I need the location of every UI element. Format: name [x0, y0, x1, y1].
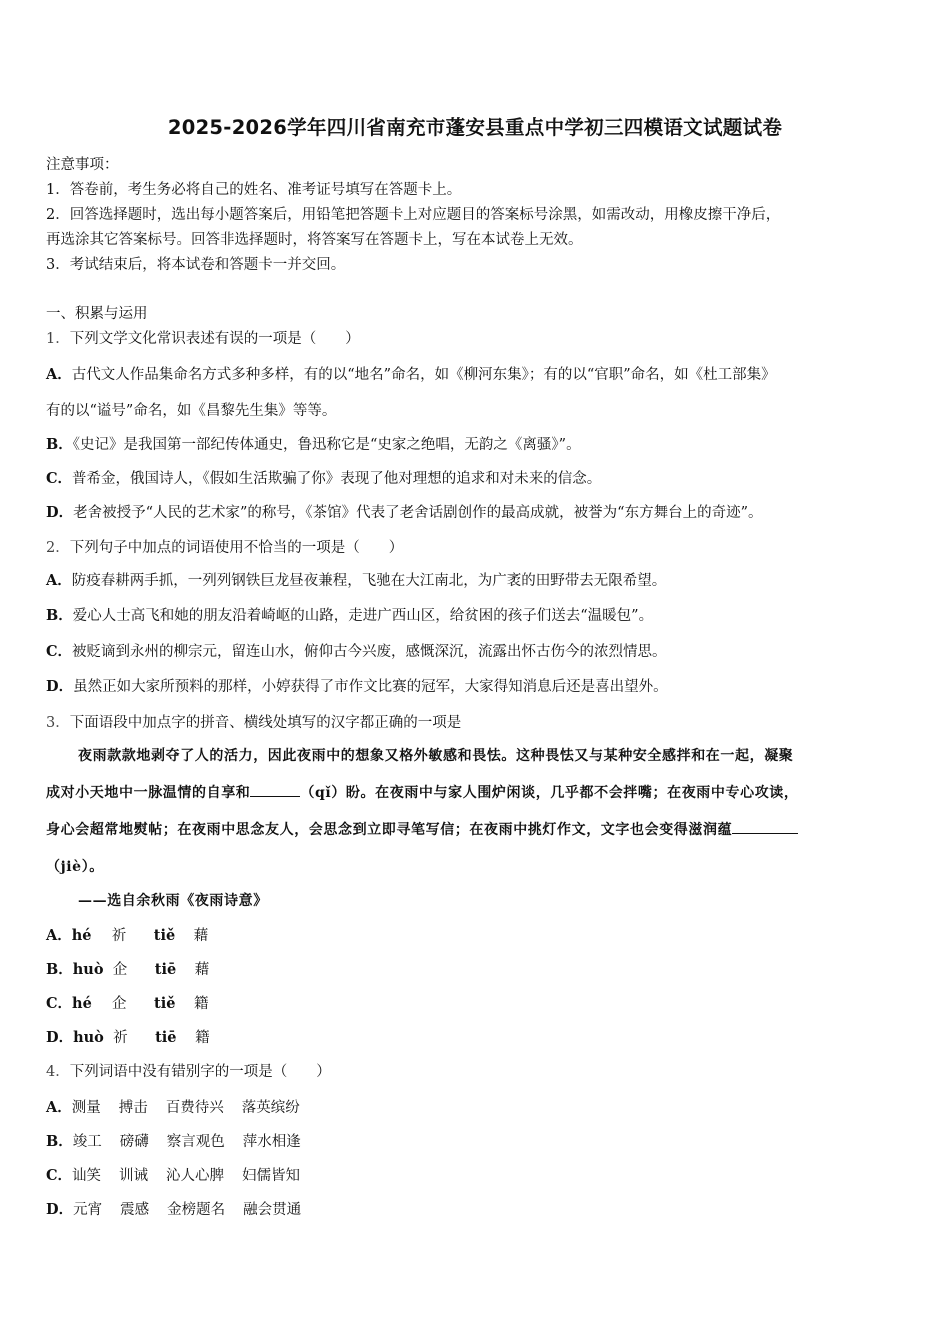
- option-pinyin: huò: [72, 961, 104, 978]
- option-text: 《史记》是我国第一部纪传体通史，鲁迅称它是“史家之绝唱，无韵之《离骚》”。: [72, 437, 581, 453]
- option-char: 祈: [113, 1030, 128, 1046]
- q1-option-a-cont: 有的以“谥号”命名，如《昌黎先生集》等等。: [46, 403, 337, 419]
- q1-option-c: [46, 467, 601, 488]
- q4-option-d: [46, 1198, 319, 1219]
- q3-option-b: [46, 958, 209, 979]
- passage-line-2: [46, 782, 799, 802]
- question-number: 3．: [46, 715, 70, 731]
- q2-option-b: [46, 604, 653, 625]
- notice-item-3: 3．考试结束后，将本试卷和答题卡一并交回。: [46, 257, 346, 273]
- option-pinyin: tiě: [153, 927, 176, 944]
- notice-item-1: 1．答卷前，考生务必将自己的姓名、准考证号填写在答题卡上。: [46, 182, 462, 198]
- option-pinyin: tiě: [154, 995, 176, 1012]
- option-char: 藉: [193, 928, 209, 944]
- passage-text: 成对小天地中一脉温情的自享和: [46, 785, 251, 801]
- q2-option-a: [46, 569, 666, 590]
- fill-blank-2: [732, 819, 798, 834]
- option-text: 老舍被授予“人民的艺术家”的称号，《茶馆》代表了老舍话剧创作的最高成就，被誉为“东方舞台上的奇迹”。: [73, 505, 763, 521]
- question-number: 4．: [46, 1064, 70, 1080]
- section-heading: 一、积累与运用: [46, 306, 148, 322]
- q2-option-d: [46, 675, 668, 696]
- option-pinyin: hé: [71, 927, 92, 944]
- option-label: B．: [46, 436, 73, 453]
- option-word: 测量: [71, 1100, 101, 1116]
- passage-line-1: 夜雨款款地剥夺了人的活力，因此夜雨中的想象又格外敏感和畏怯。这种畏怯又与某种安全感拌和在一起，凝聚: [78, 748, 794, 764]
- option-text: 普希金，俄国诗人，《假如生活欺骗了你》表现了他对理想的追求和对未来的信念。: [72, 471, 602, 487]
- option-label: C．: [46, 995, 73, 1012]
- option-word: 训诫: [119, 1168, 149, 1184]
- q4-option-c: [46, 1164, 318, 1185]
- question-text: 下面语段中加点字的拼音、横线处填写的汉字都正确的一项是: [69, 715, 462, 731]
- page-title: 2025-2026学年四川省南充市蓬安县重点中学初三四模语文试题试卷: [167, 116, 783, 139]
- option-text: 虽然正如大家所预料的那样，小婷获得了市作文比赛的冠军，大家得知消息后还是喜出望外。: [73, 679, 668, 695]
- passage-line-3: [46, 819, 798, 839]
- option-text: 爱心人士高飞和她的朋友沿着崎岖的山路，走进广西山区，给贫困的孩子们送去“温暖包”。: [72, 608, 654, 624]
- notice-heading: 注意事项：: [46, 157, 119, 173]
- fill-blank-1: [250, 782, 300, 797]
- option-char: 企: [112, 996, 127, 1012]
- option-label: D．: [46, 504, 74, 521]
- option-word: 落英缤纷: [241, 1100, 300, 1116]
- option-char: 藉: [194, 962, 210, 978]
- option-label: B．: [46, 961, 73, 978]
- passage-source: ——选自余秋雨《夜雨诗意》: [78, 893, 268, 909]
- option-label: D．: [46, 1029, 74, 1046]
- option-char: 籍: [194, 996, 209, 1012]
- option-word: 震感: [120, 1202, 150, 1218]
- option-char: 企: [112, 962, 128, 978]
- question-2-stem: [46, 536, 403, 557]
- option-word: 融会贯通: [243, 1202, 302, 1218]
- option-pinyin: tiē: [154, 961, 177, 978]
- question-4-stem: [46, 1060, 331, 1081]
- option-word: 萍水相逢: [242, 1134, 301, 1150]
- option-label: B．: [46, 607, 73, 624]
- option-label: B．: [46, 1133, 73, 1150]
- question-number: 1．: [46, 331, 70, 347]
- option-word: 磅礴: [119, 1134, 149, 1150]
- q1-option-b: [46, 433, 581, 454]
- question-text: 下列文学文化常识表述有误的一项是（ ）: [69, 331, 360, 347]
- option-text: 防疫春耕两手抓，一列列钢铁巨龙昼夜兼程，飞驰在大江南北，为广袤的田野带去无限希望。: [71, 573, 667, 589]
- option-char: 祈: [111, 928, 127, 944]
- option-label: A．: [46, 572, 72, 589]
- option-word: 妇儒皆知: [242, 1168, 301, 1184]
- option-word: 搏击: [118, 1100, 148, 1116]
- option-label: D．: [46, 1201, 74, 1218]
- q4-option-b: [46, 1130, 319, 1151]
- question-1-stem: [46, 327, 360, 348]
- option-label: A．: [46, 366, 72, 383]
- q1-option-a: [46, 363, 776, 384]
- option-char: 籍: [195, 1030, 210, 1046]
- q3-option-d: [46, 1026, 210, 1047]
- notice-item-2: 2．回答选择题时，选出每小题答案后，用铅笔把答题卡上对应题目的答案标号涂黑，如需改动，用橡皮擦干净后，: [46, 207, 781, 223]
- option-label: A．: [46, 927, 72, 944]
- question-number: 2．: [46, 540, 70, 556]
- passage-line-4: （jiè）。: [46, 859, 104, 875]
- option-word: 沁人心脾: [166, 1168, 225, 1184]
- option-label: C．: [46, 643, 73, 660]
- option-text: 被贬谪到永州的柳宗元，留连山水，俯仰古今兴废，感慨深沉，流露出怀古伤今的浓烈情思。: [72, 644, 667, 660]
- option-word: 竣工: [72, 1134, 102, 1150]
- notice-item-2-cont: 再选涂其它答案标号。回答非选择题时，将答案写在答题卡上，写在本试卷上无效。: [46, 232, 583, 248]
- option-pinyin: huò: [73, 1029, 104, 1046]
- option-pinyin: hé: [72, 995, 92, 1012]
- q3-option-a: [46, 924, 208, 945]
- option-pinyin: tiē: [155, 1029, 177, 1046]
- question-text: 下列词语中没有错别字的一项是（ ）: [69, 1064, 331, 1080]
- passage-text: 身心会超常地熨帖；在夜雨中思念友人，会思念到立即寻笔写信；在夜雨中挑灯作文，文字也会变得滋润蕴: [46, 822, 733, 838]
- question-3-stem: [46, 711, 461, 732]
- option-word: 讪笑: [72, 1168, 102, 1184]
- option-label: C．: [46, 1167, 73, 1184]
- q4-option-a: [46, 1096, 318, 1117]
- question-text: 下列句子中加点的词语使用不恰当的一项是（ ）: [69, 540, 404, 556]
- option-word: 察言观色: [166, 1134, 225, 1150]
- q1-option-d: [46, 501, 762, 522]
- option-label: D．: [46, 678, 74, 695]
- q3-option-c: [46, 992, 209, 1013]
- passage-text: （qǐ）盼。在夜雨中与家人围炉闲谈，几乎都不会拌嘴；在夜雨中专心攻读，: [300, 785, 799, 801]
- option-text: 古代文人作品集命名方式多种多样，有的以“地名”命名，如《柳河东集》；有的以“官职”命名，如《杜工部集》: [71, 367, 776, 383]
- option-label: C．: [46, 470, 73, 487]
- option-word: 金榜题名: [167, 1202, 226, 1218]
- q2-option-c: [46, 640, 667, 661]
- option-word: 百费待兴: [165, 1100, 224, 1116]
- option-label: A．: [46, 1099, 72, 1116]
- option-word: 元宵: [73, 1202, 103, 1218]
